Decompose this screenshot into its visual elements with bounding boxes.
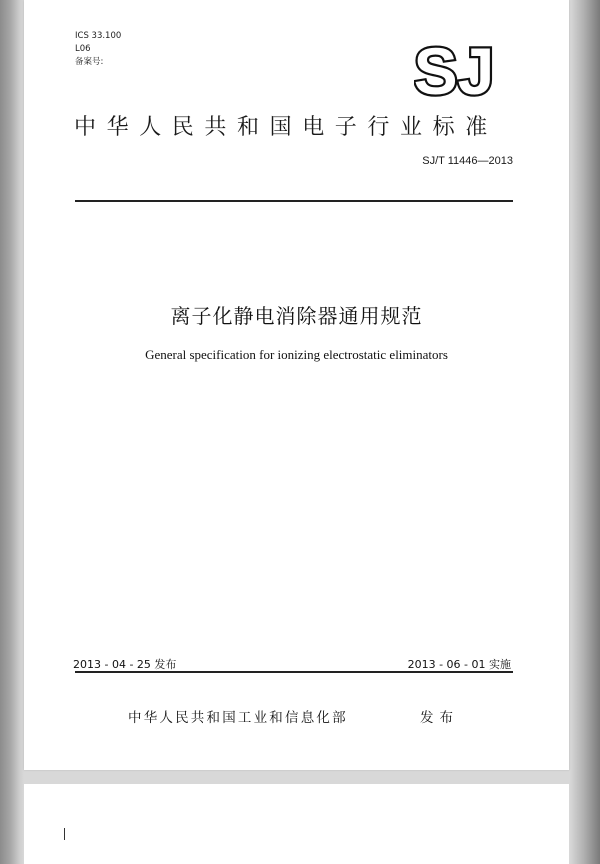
issue-date: 2013 - 04 - 25 发布 [73, 658, 177, 671]
issuing-authority: 中华人民共和国工业和信息化部 [128, 710, 348, 726]
bottom-divider [75, 671, 513, 673]
top-divider [75, 200, 513, 202]
standard-number: SJ/T 11446—2013 [422, 155, 513, 167]
sj-logo-text: SJ [414, 38, 494, 102]
ics-code: ICS 33.100 [75, 31, 122, 41]
record-number-label: 备案号: [75, 57, 104, 67]
chinese-title: 离子化静电消除器通用规范 [170, 304, 423, 328]
standard-type-heading: 中华人民共和国电子行业标准 [74, 115, 498, 140]
sj-logo [414, 38, 494, 102]
next-page-preview [24, 784, 569, 864]
classification-block [75, 30, 121, 69]
issuing-authority-suffix: 发布 [420, 710, 459, 726]
document-cover-page [24, 0, 569, 770]
page-mark [64, 828, 65, 840]
english-title: General specification for ionizing electrostatic eliminators [145, 347, 448, 362]
implementation-date: 2013 - 06 - 01 实施 [407, 658, 511, 671]
class-code: L06 [75, 44, 91, 54]
